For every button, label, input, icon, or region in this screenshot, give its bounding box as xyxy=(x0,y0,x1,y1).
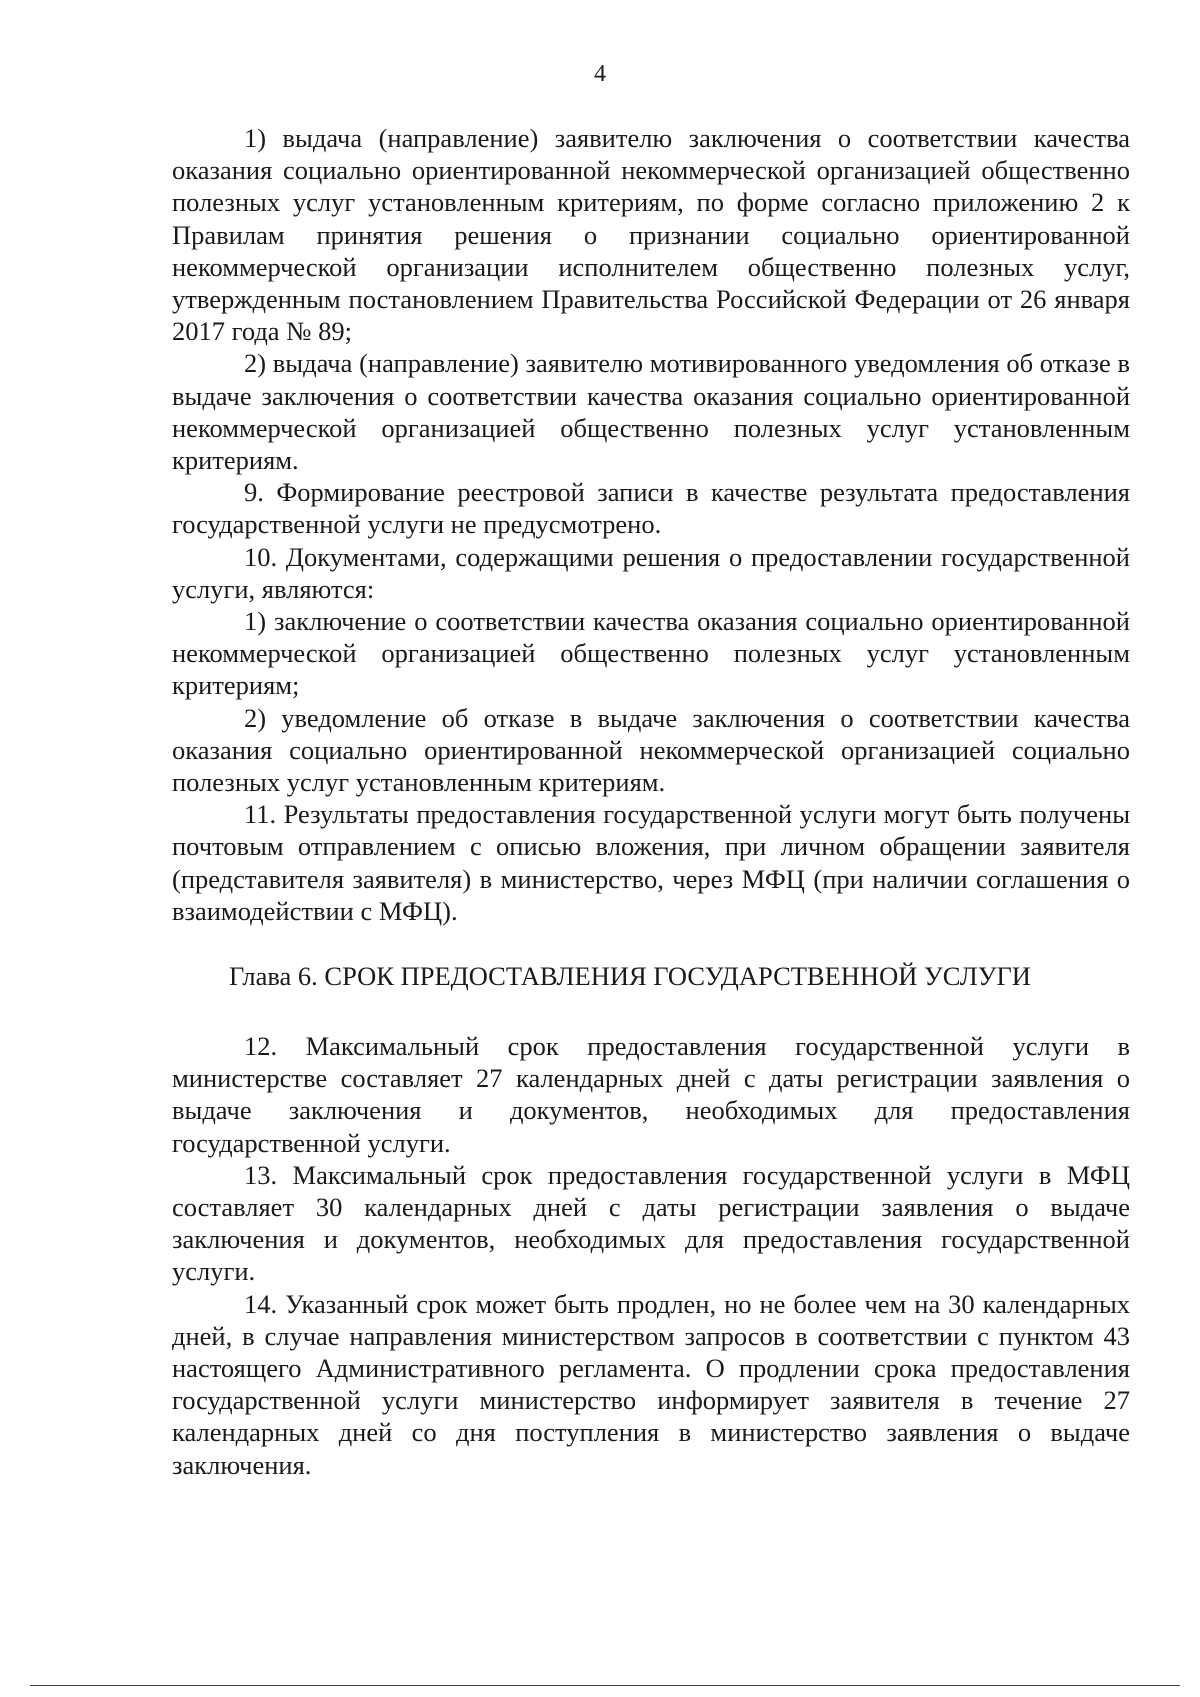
paragraph-item-2-refusal-notice: 2) выдача (направление) заявителю мотивированного уведомления об отказе в выдаче заключения о соответствии качества оказания социально ориентированной некоммерческой организацией общественно полезных услуг установленным критериям. xyxy=(172,348,1130,476)
paragraph-12: 12. Максимальный срок предоставления государственной услуги в министерстве составляет 27 календарных дней с даты регистрации заявления о выдаче заключения и документов, необходимых для предоставления государственной услуги. xyxy=(172,1031,1130,1158)
paragraph-10: 10. Документами, содержащими решения о предоставлении государственной услуги, являются: xyxy=(172,541,1130,604)
paragraph-14: 14. Указанный срок может быть продлен, но не более чем на 30 календарных дней, в случае направления министерством запросов в соответствии с пунктом 43 настоящего Административного регламента. О продлении срока предоставления государственной услуги министерство информирует заявителя в течение 27 календарных дней со дня поступления в министерство заявления о выдаче заключения. xyxy=(172,1288,1130,1480)
page-number: 4 xyxy=(594,61,606,87)
paragraph-10-item-1: 1) заключение о соответствии качества оказания социально ориентированной некоммерческой организацией общественно полезных услуг установленным критериям; xyxy=(172,606,1130,701)
paragraph-10-item-2: 2) уведомление об отказе в выдаче заключения о соответствии качества оказания социально ориентированной некоммерческой организацией социально полезных услуг установленным критериям. xyxy=(172,702,1130,798)
paragraph-9: 9. Формирование реестровой записи в качестве результата предоставления государственной услуги не предусмотрено. xyxy=(172,477,1130,540)
text-block-after-heading xyxy=(172,1030,1130,1481)
text-block-before-heading xyxy=(172,122,1130,927)
paragraph-13: 13. Максимальный срок предоставления государственной услуги в МФЦ составляет 30 календарных дней с даты регистрации заявления о выдаче заключения и документов, необходимых для предоставления государственной услуги. xyxy=(172,1159,1130,1287)
chapter-heading: Глава 6. СРОК ПРЕДОСТАВЛЕНИЯ ГОСУДАРСТВЕННОЙ УСЛУГИ xyxy=(229,961,1031,991)
page-bottom-rule xyxy=(30,1685,1180,1686)
paragraph-11: 11. Результаты предоставления государственной услуги могут быть получены почтовым отправлением с описью вложения, при личном обращении заявителя (представителя заявителя) в министерство, через МФЦ (при наличии соглашения о взаимодействии с МФЦ). xyxy=(172,799,1130,926)
paragraph-item-1-issue-conclusion: 1) выдача (направление) заявителю заключения о соответствии качества оказания социально ориентированной некоммерческой организацией общественно полезных услуг установленным критериям, по форме согласно приложению 2 к Правилам принятия решения о признании социально ориентированной некоммерческой организации исполнителем общественно полезных услуг, утвержденным постановлением Правительства Российской Федерации от 26 января 2017 года № 89; xyxy=(172,123,1130,347)
